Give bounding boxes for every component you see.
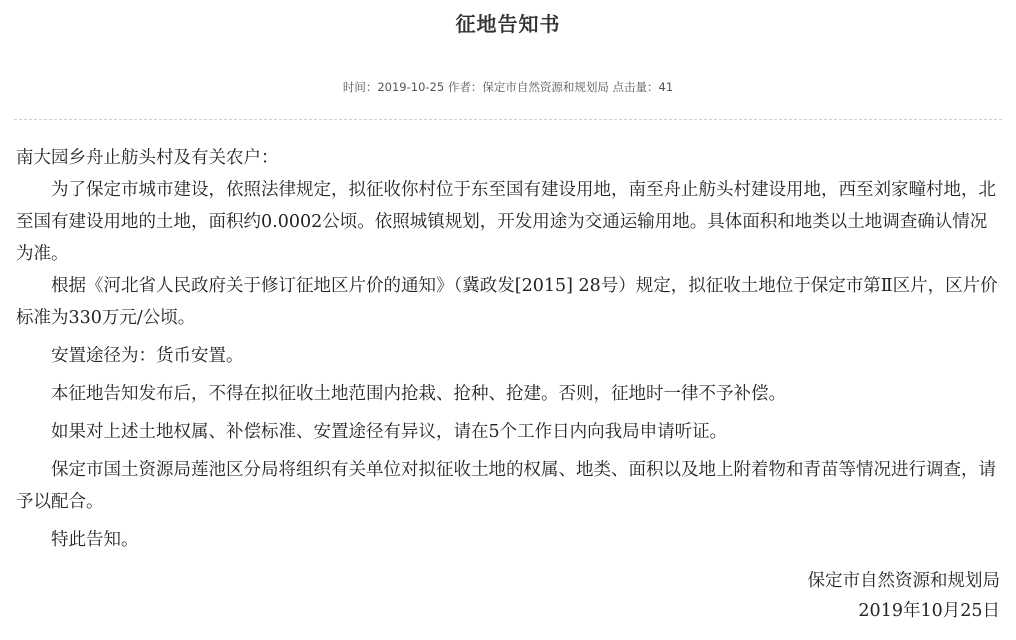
issue-date: 2019年10月25日 — [858, 601, 1000, 621]
issuing-authority: 保定市自然资源和规划局 — [807, 571, 1000, 591]
paragraph-closing: 特此告知。 — [51, 530, 139, 550]
article-meta: 时间：2019-10-25 作者：保定市自然资源和规划局 点击量：41 — [342, 80, 674, 94]
paragraph-investigation: 保定市国土资源局莲池区分局将组织有关单位对拟征收土地的权属、地类、面积以及地上附着物和青苗等情况进行调查，请予以配合。 — [16, 460, 996, 512]
notice-body — [16, 142, 1000, 556]
paragraph-resettlement: 安置途径为：货币安置。 — [51, 346, 244, 366]
salutation: 南大园乡舟止舫头村及有关农户： — [16, 148, 279, 168]
paragraph-prohibition: 本征地告知发布后，不得在拟征收土地范围内抢栽、抢种、抢建。否则，征地时一律不予补偿。 — [51, 384, 786, 404]
paragraph-hearing: 如果对上述土地权属、补偿标准、安置途径有异议，请在5个工作日内向我局申请听证。 — [51, 422, 728, 442]
divider — [14, 119, 1002, 120]
paragraph-purpose: 为了保定市城市建设，依照法律规定，拟征收你村位于东至国有建设用地，南至舟止舫头村建设用地，西至刘家疃村地，北至国有建设用地的土地，面积约0.0002公顷。依照城镇规划，开发用途为交通运输用地。具体面积和地类以土地调查确认情况为准。 — [16, 180, 996, 264]
page-title: 征地告知书 — [455, 12, 561, 36]
signature-block — [808, 566, 1001, 626]
paragraph-compensation-standard: 根据《河北省人民政府关于修订征地区片价的通知》（冀政发[2015] 28号）规定，拟征收土地位于保定市第Ⅱ区片，区片价标准为330万元/公顷。 — [16, 276, 998, 328]
